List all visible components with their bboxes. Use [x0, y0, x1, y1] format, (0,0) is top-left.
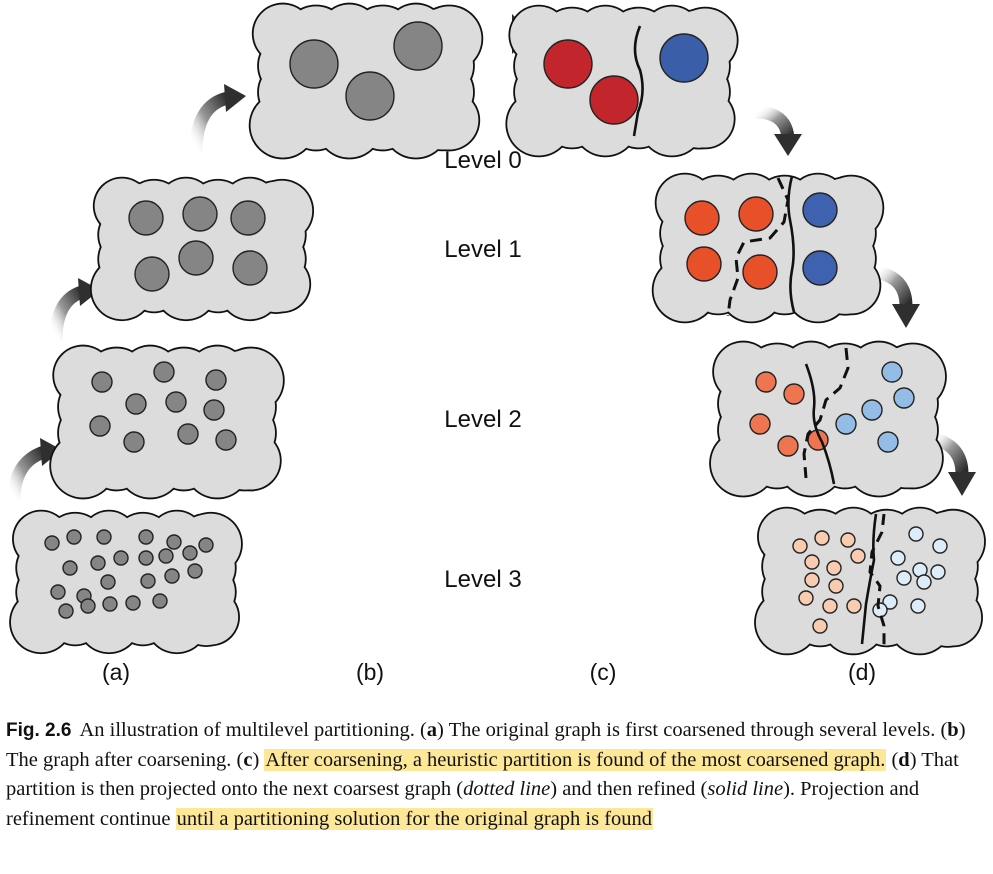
level-3-node — [165, 569, 179, 583]
figure-caption — [6, 716, 988, 834]
level-0-node — [346, 72, 394, 120]
level-3-node — [141, 574, 155, 588]
level-1-node — [183, 197, 217, 231]
level-3-node — [81, 599, 95, 613]
level-0-node — [394, 22, 442, 70]
level-3-node-red — [827, 561, 841, 575]
level-3-node-blue — [873, 603, 887, 617]
level-2-node — [204, 400, 224, 420]
level-3-node-blue — [897, 571, 911, 585]
level-3-node-blue — [891, 551, 905, 565]
caption-ref-b: b — [947, 719, 959, 741]
sublabel-c: (c) — [589, 659, 617, 685]
graph-clouds — [9, 3, 986, 656]
level-3-node-red — [847, 599, 861, 613]
level-3-node — [51, 585, 65, 599]
level-3-node — [103, 597, 117, 611]
level-2-node — [126, 394, 146, 414]
level-2-node — [216, 430, 236, 450]
level-3-node — [159, 549, 173, 563]
level-3-node — [139, 551, 153, 565]
level-3-node-blue — [933, 539, 947, 553]
sublabel-d: (d) — [847, 659, 877, 685]
level-3-node-red — [813, 619, 827, 633]
caption-dotted-line: dotted line — [463, 778, 551, 800]
level-3-node — [139, 530, 153, 544]
uncoarsening-arrow-1-to-2 — [874, 272, 920, 328]
uncoarsening-arrow-0-to-1 — [755, 112, 802, 156]
level-3-node — [126, 596, 140, 610]
level-3-node — [67, 530, 81, 544]
level-1-node — [129, 201, 163, 235]
caption-text: An illustration of multilevel partitioning. ( — [79, 719, 427, 741]
level-1-node — [233, 251, 267, 285]
level-3-node — [114, 551, 128, 565]
level-1-node — [135, 257, 169, 291]
figure-number: Fig. 2.6 — [6, 720, 72, 741]
level-2-node — [166, 392, 186, 412]
level-3-node-red — [793, 539, 807, 553]
level-3-node-red — [805, 555, 819, 569]
level-3-node — [45, 536, 59, 550]
sublabel-b: (b) — [355, 659, 385, 685]
caption-ref-a: a — [426, 719, 438, 741]
level-3-node — [188, 564, 202, 578]
caption-text: ) That partition is then projected onto the next coarsest graph ( — [6, 748, 959, 800]
caption-text: ) The original graph is first coarsened through several levels. ( — [437, 719, 948, 741]
level-1-node-red — [685, 201, 719, 235]
partition-node-blue — [660, 34, 708, 82]
level-1-node-red — [687, 247, 721, 281]
level-2-node-blue — [894, 388, 914, 408]
level-1-node-blue — [803, 251, 837, 285]
level-2-node — [178, 424, 198, 444]
level-3-node-red — [815, 531, 829, 545]
caption-text: ( — [886, 748, 899, 771]
partition-node-red — [590, 76, 638, 124]
level-3-node-red — [851, 549, 865, 563]
level-3-node-red — [799, 591, 813, 605]
level-3-node-red — [829, 579, 843, 593]
caption-highlight: until a partitioning solution for the original graph is found — [176, 807, 653, 830]
level-3-node-red — [841, 533, 855, 547]
level-3-node — [153, 594, 167, 608]
caption-text: ). Projection and refinement continue — [6, 778, 920, 830]
level-3-node-red — [823, 599, 837, 613]
level-3-label: Level 3 — [444, 566, 522, 593]
level-3-node — [91, 556, 105, 570]
level-3-node-red — [805, 573, 819, 587]
level-2-node — [154, 362, 174, 382]
level-2-node-blue — [836, 414, 856, 434]
caption-ref-d: d — [898, 748, 910, 771]
level-1-node — [231, 201, 265, 235]
caption-text: ) — [252, 748, 265, 771]
level-2-node-blue — [862, 400, 882, 420]
level-0-node — [290, 40, 338, 88]
level-1-node-blue — [803, 193, 837, 227]
level-3-node-blue — [931, 565, 945, 579]
level-1-node-red — [743, 255, 777, 289]
caption-highlight: After coarsening, a heuristic partition is found of the most coarsened graph. — [265, 748, 886, 771]
caption-text: ) and then refined ( — [550, 778, 708, 800]
partition-node-red — [544, 40, 592, 88]
level-0-label: Level 0 — [444, 147, 522, 174]
level-3-node — [97, 530, 111, 544]
level-1-node — [179, 241, 213, 275]
level-2-node — [90, 416, 110, 436]
level-3-node — [101, 575, 115, 589]
coarsening-arrow-1-to-0 — [196, 84, 246, 152]
level-3-node — [63, 561, 77, 575]
level-2-node-red — [750, 414, 770, 434]
level-1-label: Level 1 — [444, 236, 522, 263]
cloud-level-1-d — [652, 173, 884, 324]
cloud-level-3-a — [9, 510, 243, 654]
level-2-node-red — [756, 372, 776, 392]
sublabel-a: (a) — [101, 659, 131, 685]
caption-solid-line: solid line — [707, 778, 784, 800]
caption-ref-c: c — [243, 748, 253, 771]
level-2-node — [124, 432, 144, 452]
level-2-node — [92, 372, 112, 392]
level-1-node-red — [739, 197, 773, 231]
level-2-node-blue — [882, 362, 902, 382]
level-3-node-blue — [911, 599, 925, 613]
cloud-level-2-d — [709, 341, 947, 498]
level-2-node-red — [778, 436, 798, 456]
level-3-node — [183, 546, 197, 560]
level-3-node-blue — [917, 575, 931, 589]
level-2-node — [206, 370, 226, 390]
caption-text: ) The graph after coarsening. ( — [6, 719, 966, 771]
level-2-node-red — [784, 384, 804, 404]
level-2-node-blue — [878, 432, 898, 452]
level-3-node — [199, 538, 213, 552]
level-3-node — [59, 604, 73, 618]
level-3-node — [167, 535, 181, 549]
level-3-node-blue — [909, 527, 923, 541]
level-2-label: Level 2 — [444, 406, 522, 433]
